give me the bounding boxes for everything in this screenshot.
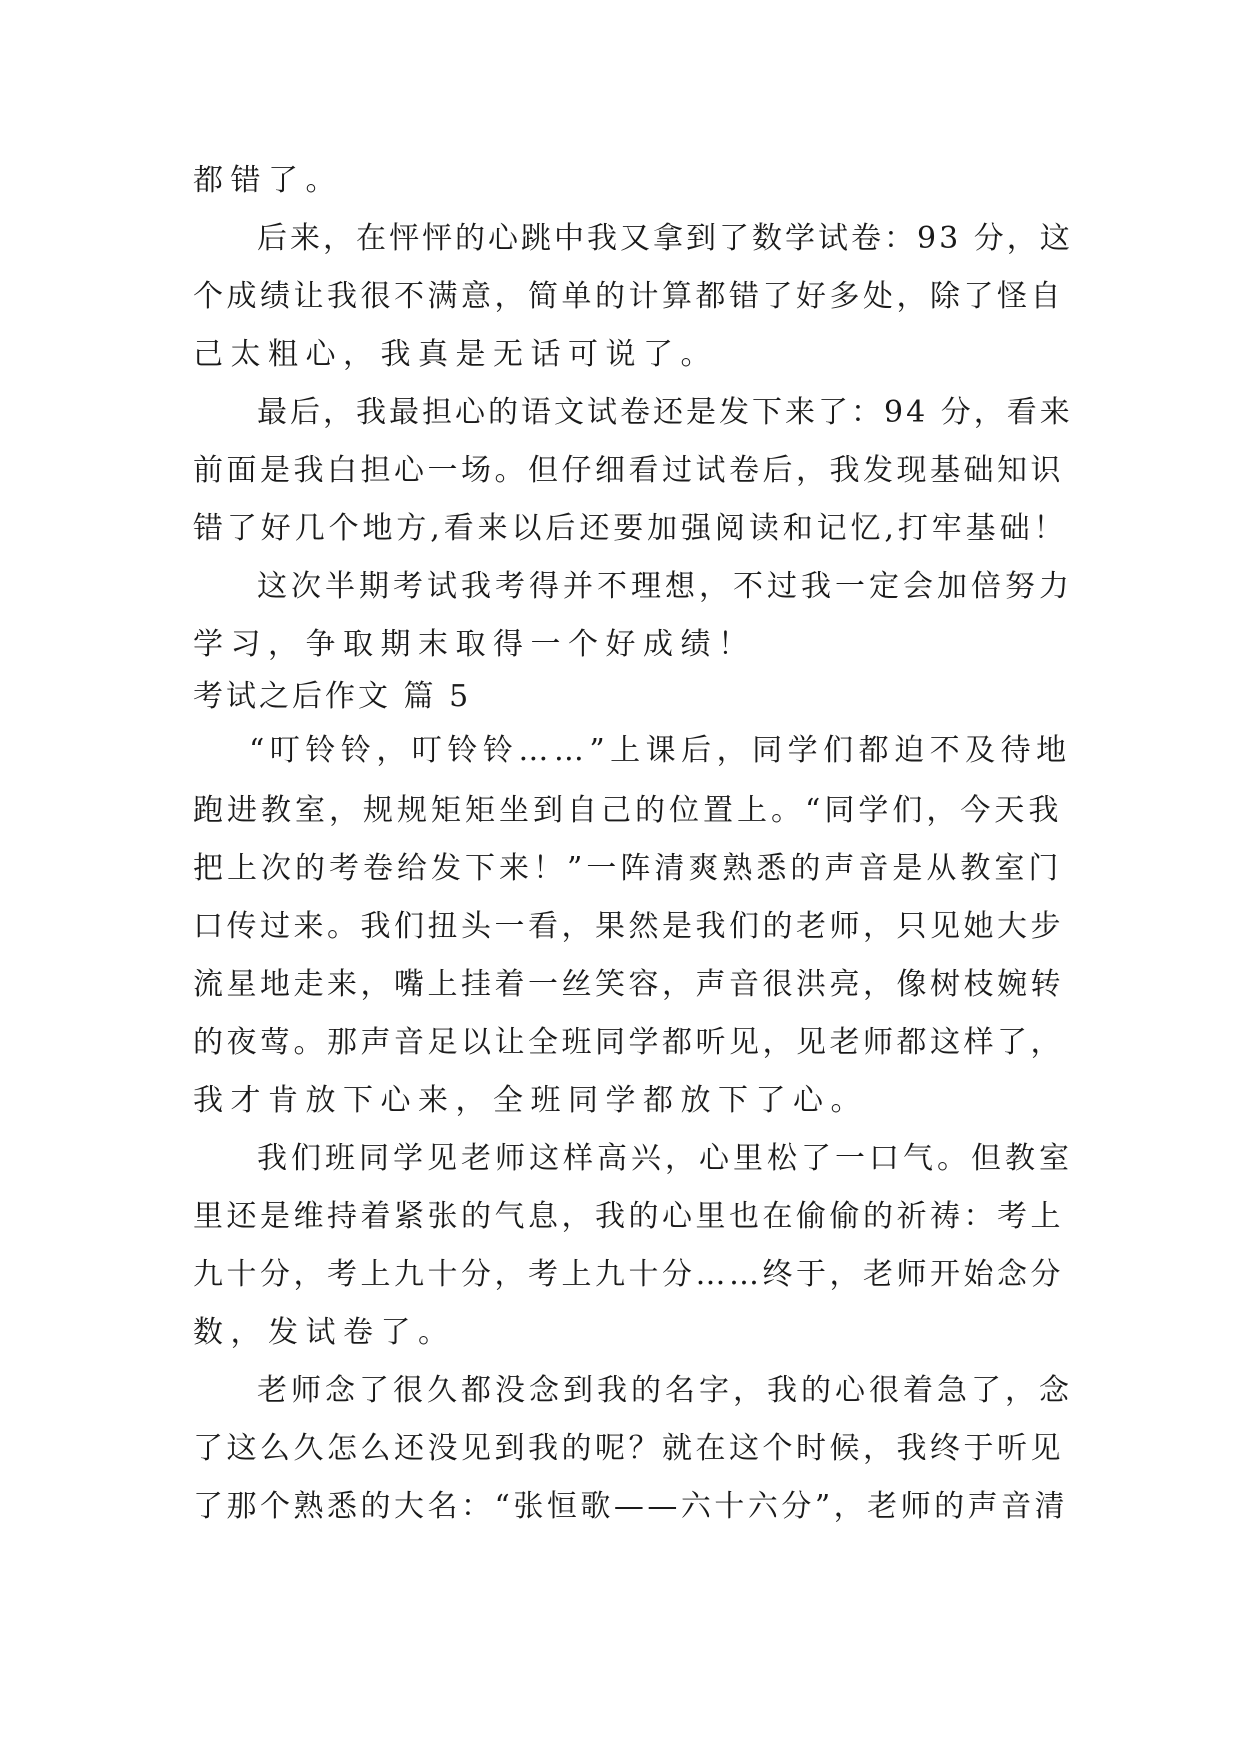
- paragraph-line: 前面是我白担心一场。但仔细看过试卷后，我发现基础知识: [193, 453, 1064, 488]
- paragraph-line: 跑进教室，规规矩矩坐到自己的位置上。“同学们，今天我: [193, 793, 1063, 828]
- paragraph-line: 个成绩让我很不满意，简单的计算都错了好多处，除了怪自: [193, 279, 1064, 314]
- essay-text: [193, 152, 1073, 1536]
- section-title: 考试之后作文 篇 5: [193, 679, 472, 714]
- paragraph-line: 的夜莺。那声音足以让全班同学都听见，见老师都这样了，: [193, 1025, 1064, 1060]
- paragraph-line: 了这么久怎么还没见到我的呢？就在这个时候，我终于听见: [193, 1431, 1064, 1466]
- paragraph-line: 己太粗心，我真是无话可说了。: [193, 337, 718, 372]
- paragraph-line: 九十分，考上九十分，考上九十分……终于，老师开始念分: [193, 1257, 1064, 1292]
- paragraph-line: 最后，我最担心的语文试卷还是发下来了：94 分，看来: [257, 395, 1073, 430]
- paragraph-line: 学习，争取期末取得一个好成绩！: [193, 627, 756, 662]
- paragraph-line: “叮铃铃，叮铃铃……”上课后，同学们都迫不及待地: [249, 733, 1072, 768]
- paragraph-line: 后来，在怦怦的心跳中我又拿到了数学试卷：93 分，这: [257, 221, 1073, 256]
- paragraph-line: 了那个熟悉的大名：“张恒歌——六十六分”，老师的声音清: [193, 1489, 1069, 1524]
- paragraph-line: 我们班同学见老师这样高兴，心里松了一口气。但教室: [257, 1141, 1073, 1176]
- paragraph-line: 里还是维持着紧张的气息，我的心里也在偷偷的祈祷：考上: [193, 1199, 1064, 1234]
- paragraph-line: 老师念了很久都没念到我的名字，我的心很着急了，念: [257, 1373, 1073, 1408]
- paragraph-line: 流星地走来，嘴上挂着一丝笑容，声音很洪亮，像树枝婉转: [193, 967, 1064, 1002]
- paragraph-line: 把上次的考卷给发下来！”一阵清爽熟悉的声音是从教室门: [193, 851, 1063, 886]
- paragraph-line: 错了好几个地方,看来以后还要加强阅读和记忆,打牢基础！: [193, 511, 1068, 546]
- paragraph-line: 这次半期考试我考得并不理想，不过我一定会加倍努力: [257, 569, 1073, 604]
- paragraph-line: 我才肯放下心来，全班同学都放下了心。: [193, 1083, 868, 1118]
- paragraph-line: 都错了。: [193, 163, 343, 198]
- paragraph-line: 口传过来。我们扭头一看，果然是我们的老师，只见她大步: [193, 909, 1064, 944]
- paragraph-line: 数，发试卷了。: [193, 1315, 456, 1350]
